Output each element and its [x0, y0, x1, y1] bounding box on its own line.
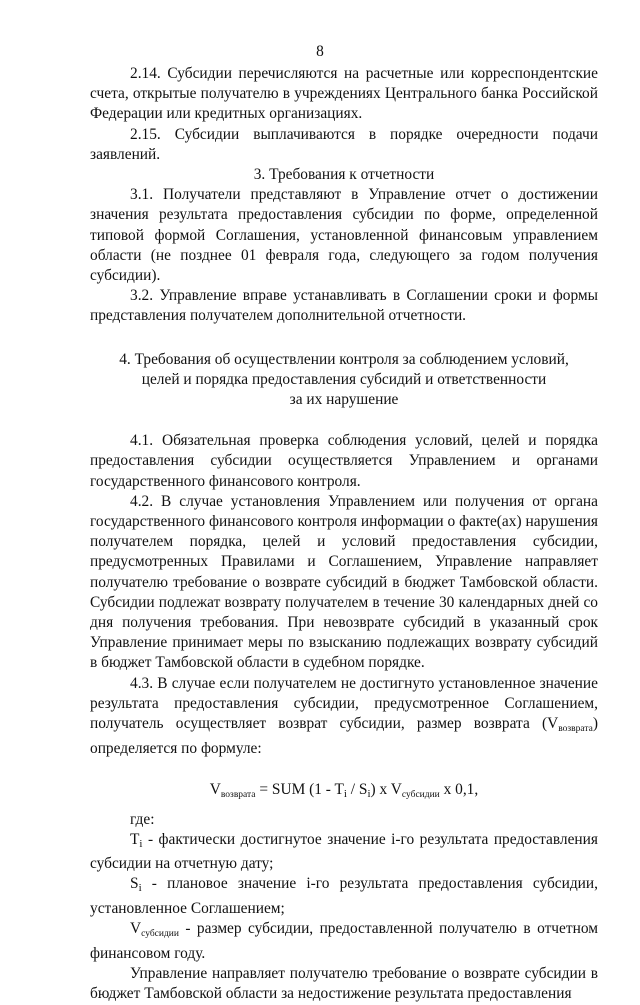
paragraph-2-15: 2.15. Субсидии выплачиваются в порядке очередности подачи заявлений. [90, 125, 598, 163]
paragraph-4-3: 4.3. В случае если получателем не достигнуто установленное значение результата предоставления субсидии, предусмотренное Соглашением, получатель осуществляет возврат субсидии, размер возврата $(V_{возврата})$ определяется по формуле: [90, 674, 598, 758]
section-4-heading [90, 350, 598, 411]
paragraph-4-1: 4.1. Обязательная проверка соблюдения условий, целей и порядка предоставления субсидии осуществляется Управлением и органами государственного финансового контроля. [90, 432, 598, 490]
definition-v: $V_{субсидии}$ - размер субсидии, предоставленной получателю в отчетном финансовом году. [90, 919, 598, 962]
definition-t: Ti - фактически достигнутое значение i-го результата предоставления субсидии на отчетную дату; [90, 830, 598, 873]
paragraph-3-1: 3.1. Получатели представляют в Управление отчет о достижении значения результата предоставления субсидии по форме, определенной типовой формой Соглашения, установленной финансовым управлением области (не позднее 01 февраля года, следующего за годом получения субсидии). [90, 186, 598, 285]
paragraph-4-2: 4.2. В случае установления Управлением или получения от органа государственного финансового контроля информации о факте(ах) нарушения получателем порядка, целей и условий предоставления субсидии, предусмотренных Правилами и Соглашением, Управление направляет получателю требование о возврате субсидий в бюджет Тамбовской области. Субсидии подлежат возврату получателем в течение 30 календарных дней со дня получения требования. При невозврате субсидий в указанный срок Управление принимает меры по взысканию подлежащих возврату субсидий в бюджет Тамбовской области в судебном порядке. [90, 492, 598, 672]
definition-s: Si - плановое значение i-го результата предоставления субсидии, установленное Соглашением; [90, 875, 598, 917]
paragraph-2-14: 2.14. Субсидии перечисляются на расчетные или корреспондентские счета, открытые получателю в учреждениях Центрального банка Российской Федерации или кредитных организациях. [90, 65, 598, 123]
section-4-heading-line-3: за их нарушение [289, 391, 399, 409]
section-4-heading-line-2: целей и порядка предоставления субсидий и ответственности [141, 370, 547, 388]
refund-formula: $V_{возврата}$ = SUM (1 - Ti / Si) x $V_{субсидии}$ x 0,1, [209, 780, 479, 800]
section-3-heading: 3. Требования к отчетности [253, 166, 435, 184]
section-4-heading-line-1: 4. Требования об осуществлении контроля за соблюдением условий, [119, 350, 569, 368]
paragraph-final: Управление направляет получателю требование о возврате субсидии в бюджет Тамбовской области за недостижение результата предоставления [90, 965, 598, 1003]
page-number: 8 [316, 43, 324, 60]
document-body [90, 64, 598, 1005]
where-label: где: [130, 810, 155, 828]
paragraph-3-2: 3.2. Управление вправе устанавливать в Соглашении сроки и формы представления получателем дополнительной отчетности. [90, 287, 598, 325]
